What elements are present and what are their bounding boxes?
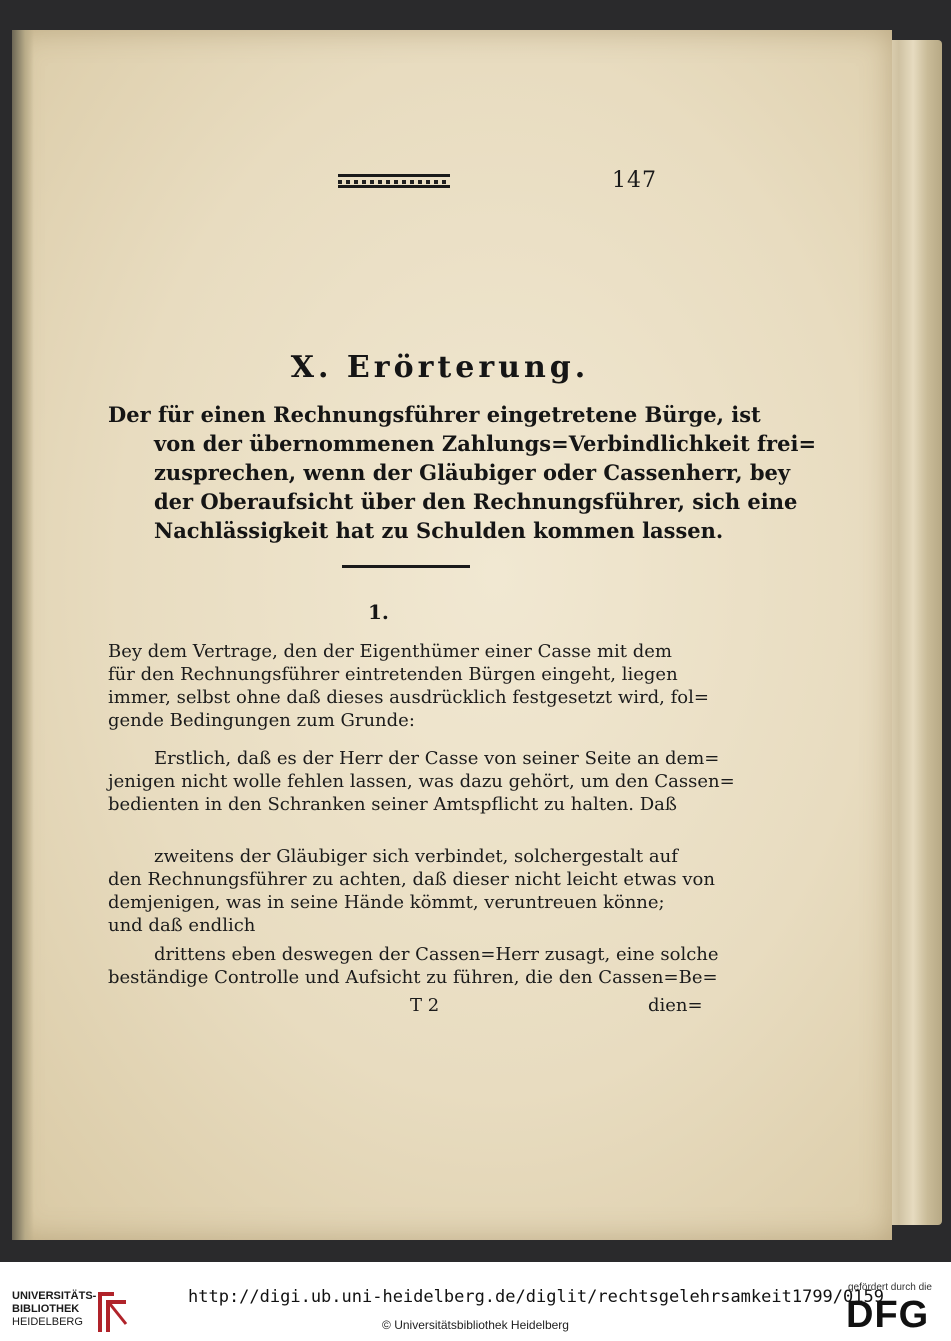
chapter-title: X. Erörterung. bbox=[290, 350, 590, 385]
text-line: den Rechnungsführer zu achten, daß dieser nicht leicht etwas von bbox=[108, 869, 715, 890]
section-number: 1. bbox=[368, 600, 389, 624]
text-line: Bey dem Vertrage, den der Eigenthümer einer Casse mit dem bbox=[108, 641, 673, 662]
text-line: beständige Controlle und Aufsicht zu führen, die den Cassen=Be= bbox=[108, 967, 718, 988]
text-line: und daß endlich bbox=[108, 915, 256, 936]
library-line: UNIVERSITÄTS- bbox=[12, 1290, 97, 1302]
text-line: bedienten in den Schranken seiner Amtspflicht zu halten. Daß bbox=[108, 794, 677, 815]
paragraph-2 bbox=[108, 747, 735, 816]
text-line: zweitens der Gläubiger sich verbindet, solchergestalt auf bbox=[154, 846, 678, 867]
paragraph-1 bbox=[108, 640, 709, 732]
funded-by-label: gefördert durch die bbox=[848, 1282, 932, 1293]
page-spine-shadow bbox=[12, 30, 34, 1240]
text-line: jenigen nicht wolle fehlen lassen, was dazu gehört, um den Cassen= bbox=[108, 771, 735, 792]
book-page bbox=[12, 30, 892, 1240]
catchword: dien= bbox=[648, 995, 703, 1016]
summary-line: Der für einen Rechnungsführer eingetretene Bürge, ist bbox=[108, 402, 761, 427]
summary-line: zusprechen, wenn der Gläubiger oder Cassenherr, bey bbox=[154, 460, 791, 485]
text-line: für den Rechnungsführer eintretenden Bürgen eingeht, liegen bbox=[108, 664, 678, 685]
paragraph-4 bbox=[108, 943, 719, 989]
header-ornament bbox=[338, 174, 450, 188]
summary-line: von der übernommenen Zahlungs=Verbindlichkeit frei= bbox=[154, 431, 817, 456]
signature-mark: T 2 bbox=[410, 995, 440, 1016]
paragraph-3 bbox=[108, 845, 715, 937]
copyright-notice: © Universitätsbibliothek Heidelberg bbox=[382, 1318, 569, 1332]
page-number: 147 bbox=[612, 168, 657, 193]
permalink-url[interactable]: http://digi.ub.uni-heidelberg.de/diglit/rechtsgelehrsamkeit1799/0159 bbox=[188, 1287, 884, 1307]
text-line: gende Bedingungen zum Grunde: bbox=[108, 710, 415, 731]
library-line: BIBLIOTHEK bbox=[12, 1303, 80, 1315]
text-line: drittens eben deswegen der Cassen=Herr zusagt, eine solche bbox=[154, 944, 719, 965]
dfg-logo: DFG bbox=[846, 1294, 930, 1336]
section-divider bbox=[342, 565, 470, 568]
chapter-summary bbox=[108, 400, 817, 545]
text-line: immer, selbst ohne daß dieses ausdrücklich festgesetzt wird, fol= bbox=[108, 687, 709, 708]
summary-line: Nachlässigkeit hat zu Schulden kommen lassen. bbox=[154, 518, 724, 543]
summary-line: der Oberaufsicht über den Rechnungsführer, sich eine bbox=[154, 489, 798, 514]
text-line: Erstlich, daß es der Herr der Casse von seiner Seite an dem= bbox=[154, 748, 720, 769]
library-line: HEIDELBERG bbox=[12, 1316, 83, 1328]
text-line: demjenigen, was in seine Hände kömmt, veruntreuen könne; bbox=[108, 892, 665, 913]
